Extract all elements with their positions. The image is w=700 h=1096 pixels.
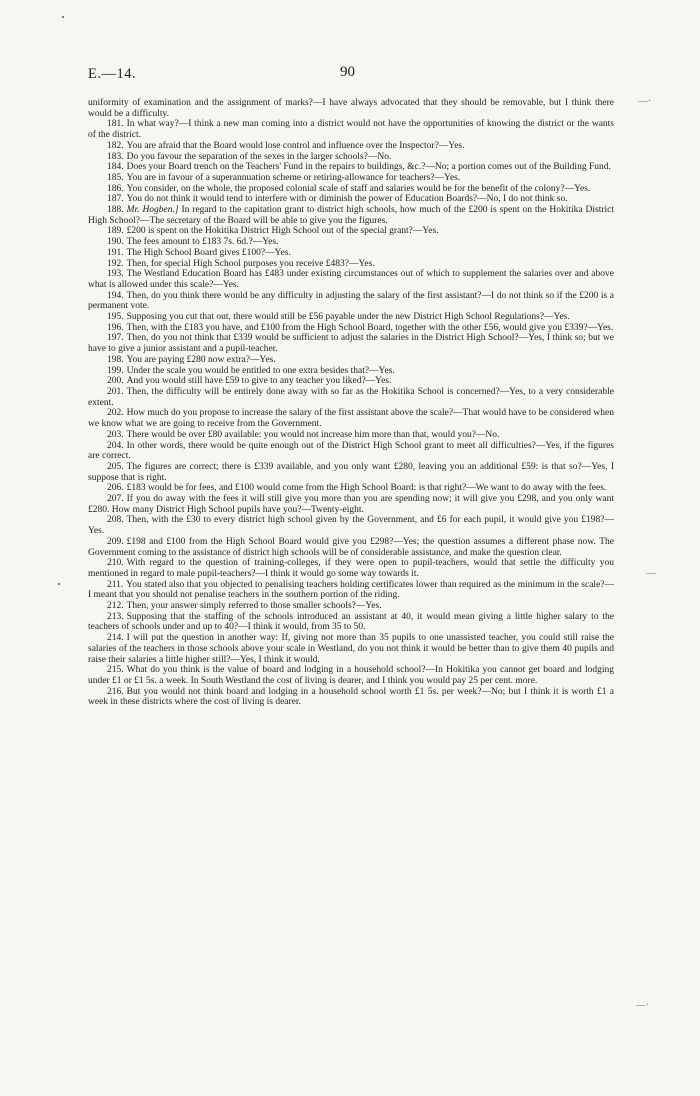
page-number: 90 (340, 64, 355, 80)
testimony-paragraph (88, 366, 614, 377)
testimony-paragraph (88, 430, 614, 441)
question-text: The fees amount to £183 7s. 6d.?—Yes. (126, 237, 279, 248)
question-number: 196. (107, 322, 124, 333)
testimony-paragraph (88, 408, 614, 429)
series-label: E.—14. (88, 66, 137, 82)
testimony-paragraph (88, 248, 614, 259)
question-text: How much do you propose to increase the salary of the first assistant above the scale?—That would have to be considered when we know what we are going to receive from the Government. (88, 408, 614, 430)
question-text: £183 would be for fees, and £100 would come from the High School Board: is that right?—We want to do away with the fees. (126, 483, 607, 494)
question-text: Then, your answer simply referred to those smaller schools?—Yes. (126, 601, 382, 612)
testimony-paragraph (88, 687, 614, 708)
testimony-paragraph (88, 184, 614, 195)
document-body (88, 98, 614, 708)
question-text: £200 is spent on the Hokitika District High School out of the special grant?—Yes. (126, 226, 439, 237)
question-text: Under the scale you would be entitled to one extra besides that?—Yes. (126, 365, 395, 376)
margin-mark: —· (636, 1000, 650, 1011)
question-number: 214. (107, 633, 124, 644)
question-text: If you do away with the fees it will still give you more than you are spending now; it will give you £298, and you only want £280. How many District High School pupils have you?—Twenty-eight. (88, 494, 614, 515)
question-number: 208. (107, 515, 124, 526)
question-text: Supposing you cut that out, there would still be £56 payable under the new District High School Regulations?—Yes. (126, 312, 570, 323)
speaker-name: Mr. Hogben.] (126, 205, 179, 216)
margin-mark: — (646, 568, 656, 579)
question-number: 195. (107, 312, 124, 323)
question-number: 200. (107, 376, 124, 387)
margin-dot (58, 583, 60, 585)
question-number: 199. (107, 365, 124, 376)
question-number: 205. (107, 461, 124, 472)
question-number: 185. (107, 172, 124, 183)
question-number: 211. (107, 579, 124, 590)
testimony-paragraph (88, 269, 614, 290)
question-number: 206. (107, 483, 124, 494)
question-text: The figures are correct; there is £339 available, and you only want £280, leaving you an additional £59: is that so?—Yes, I suppose that is right. (88, 461, 614, 483)
question-number: 189. (107, 226, 124, 237)
testimony-paragraph (88, 558, 614, 579)
question-number: 198. (107, 354, 124, 365)
question-number: 212. (107, 601, 124, 612)
question-text: I will put the question in another way: If, giving not more than 35 pupils to one unassisted teacher, you could still raise the salaries of the teachers in those schools above your scale in Westland, do you not think it would be better than to give them 40 pupils and raise their salaries a little higher still?—Yes, I think it would. (88, 633, 614, 665)
opening-paragraph: uniformity of examination and the assignment of marks?—I have always advocated that they should be removable, but I think there would be a difficulty. (88, 98, 614, 119)
question-text: And you would still have £59 to give to any teacher you liked?—Yes. (126, 376, 392, 387)
question-text: In other words, there would be quite enough out of the District High School grant to meet all difficulties?—Yes, if the figures are correct. (88, 440, 614, 462)
question-text: You are paying £280 now extra?—Yes. (126, 354, 276, 365)
testimony-paragraph (88, 323, 614, 334)
testimony-paragraph (88, 312, 614, 323)
testimony-paragraph (88, 387, 614, 408)
question-number: 209. (107, 536, 124, 547)
question-number: 182. (107, 140, 124, 151)
testimony-paragraph (88, 376, 614, 387)
testimony-paragraph (88, 333, 614, 354)
page (88, 66, 614, 708)
question-number: 193. (107, 269, 124, 280)
question-text: You do not think it would tend to interfere with or diminish the power of Education Boards?—No, I do not think so. (126, 194, 568, 205)
testimony-paragraph (88, 119, 614, 140)
question-text: There would be over £80 available: you would not increase him more than that, would you?—No. (126, 429, 500, 440)
question-text: In regard to the capitation grant to district high schools, how much of the £200 is spent on the Hokitika District High School?—The secretary of the Board will be able to give you the figures. (88, 205, 614, 226)
testimony-paragraph (88, 580, 614, 601)
question-number: 191. (107, 247, 124, 258)
question-text: Does your Board trench on the Teachers' Fund in the repairs to buildings, &c.?—No; a portion comes out of the Building Fund. (126, 162, 611, 173)
question-text: But you would not think board and lodging in a household school worth £1 5s. per week?—No; but I think it is worth £1 a week in these districts where the cost of living is dearer. (88, 686, 614, 708)
question-text: Then, do you think there would be any difficulty in adjusting the salary of the first assistant?—I do not think so if the £200 is a permanent vote. (88, 290, 614, 312)
margin-dot (62, 16, 64, 18)
question-number: 187. (107, 194, 124, 205)
question-text: In what way?—I think a new man coming into a district would not have the opportunities of knowing the district or the wants of the district. (88, 119, 614, 141)
testimony-paragraph (88, 494, 614, 515)
question-number: 203. (107, 429, 124, 440)
testimony-paragraph (88, 141, 614, 152)
testimony-paragraph (88, 226, 614, 237)
question-number: 186. (107, 183, 124, 194)
testimony-paragraph (88, 291, 614, 312)
question-text: Then, do you not think that £339 would be sufficient to adjust the salaries in the District High School?—Yes, I think so; but we have to give a junior assistant and a pupil-teacher. (88, 333, 614, 355)
page-header (88, 66, 614, 88)
question-text: The Westland Education Board has £483 under existing circumstances out of which to supplement the salaries over and above what is allowed under this scale?—Yes. (88, 269, 614, 290)
question-text: Do you favour the separation of the sexes in the larger schools?—No. (126, 151, 392, 162)
question-text: Then, the difficulty will be entirely done away with so far as the Hokitika School is concerned?—Yes, to a very considerable extent. (88, 386, 614, 408)
question-text: You are in favour of a superannuation scheme or retiring-allowance for teachers?—Yes. (126, 172, 461, 183)
testimony-paragraph (88, 483, 614, 494)
testimony-paragraph (88, 259, 614, 270)
question-text: Then, with the £30 to every district high school given by the Government, and £6 for each pupil, it would give you £198?—Yes. (88, 515, 614, 537)
question-text: Then, for special High School purposes you receive £483?—Yes. (126, 258, 375, 269)
testimony-paragraph (88, 162, 614, 173)
testimony-paragraph (88, 462, 614, 483)
testimony-paragraph (88, 205, 614, 226)
question-number: 194. (107, 290, 124, 301)
question-number: 216. (107, 686, 124, 697)
question-text: What do you think is the value of board and lodging in a household school?—In Hokitika you cannot get board and lodging under £1 or £1 5s. a week. In South Westland the cost of living is dearer, and I think you would pay 25 per cent. more. (88, 665, 614, 686)
question-number: 181. (107, 119, 124, 130)
margin-mark: —· (638, 96, 652, 107)
question-number: 202. (107, 408, 124, 419)
question-number: 201. (107, 386, 124, 397)
testimony-paragraph (88, 665, 614, 686)
question-number: 184. (107, 162, 124, 173)
question-number: 197. (107, 333, 124, 344)
question-text: £198 and £100 from the High School Board would give you £298?—Yes; the question assumes a different phase now. The Government coming to the assistance of district high schools will be of considerable assistance, and make the question clear. (88, 536, 614, 558)
question-text: The High School Board gives £100?—Yes. (126, 247, 291, 258)
question-number: 190. (107, 237, 124, 248)
testimony-paragraph (88, 152, 614, 163)
question-number: 183. (107, 151, 124, 162)
testimony-paragraph (88, 237, 614, 248)
question-number: 207. (107, 494, 124, 505)
testimony-paragraph (88, 173, 614, 184)
question-text: You stated also that you objected to penalising teachers holding certificates lower than required as the minimum in the scale?—I meant that you should not penalise teachers in the southern portion of the riding. (88, 579, 614, 601)
testimony-paragraph (88, 612, 614, 633)
testimony-paragraph (88, 355, 614, 366)
question-text: Supposing that the staffing of the schools introduced an assistant at 40, it would mean giving a little higher salary to the teachers of schools under and up to 40?—I think it would, from 35 to 50. (88, 611, 614, 633)
question-number: 204. (107, 440, 124, 451)
question-text: Then, with the £183 you have, and £100 from the High School Board, together with the other £56, would give you £339?—Yes. (126, 322, 614, 333)
testimony-paragraph (88, 537, 614, 558)
testimony-paragraph (88, 441, 614, 462)
question-number: 213. (107, 611, 124, 622)
question-number: 192. (107, 258, 124, 269)
testimony-paragraph (88, 633, 614, 665)
question-number: 215. (107, 665, 124, 676)
testimony-paragraph (88, 194, 614, 205)
question-text: You consider, on the whole, the proposed colonial scale of staff and salaries would be for the benefit of the colony?—Yes. (126, 183, 591, 194)
testimony-paragraph (88, 515, 614, 536)
question-text: You are afraid that the Board would lose control and influence over the Inspector?—Yes. (126, 140, 465, 151)
question-number: 188. (107, 205, 124, 216)
question-number: 210. (107, 558, 124, 569)
testimony-paragraph (88, 601, 614, 612)
question-text: With regard to the question of training-colleges, if they were open to pupil-teachers, would that settle the difficulty you mentioned in regard to male pupil-teachers?—I think it would go some way towards it. (88, 558, 614, 579)
